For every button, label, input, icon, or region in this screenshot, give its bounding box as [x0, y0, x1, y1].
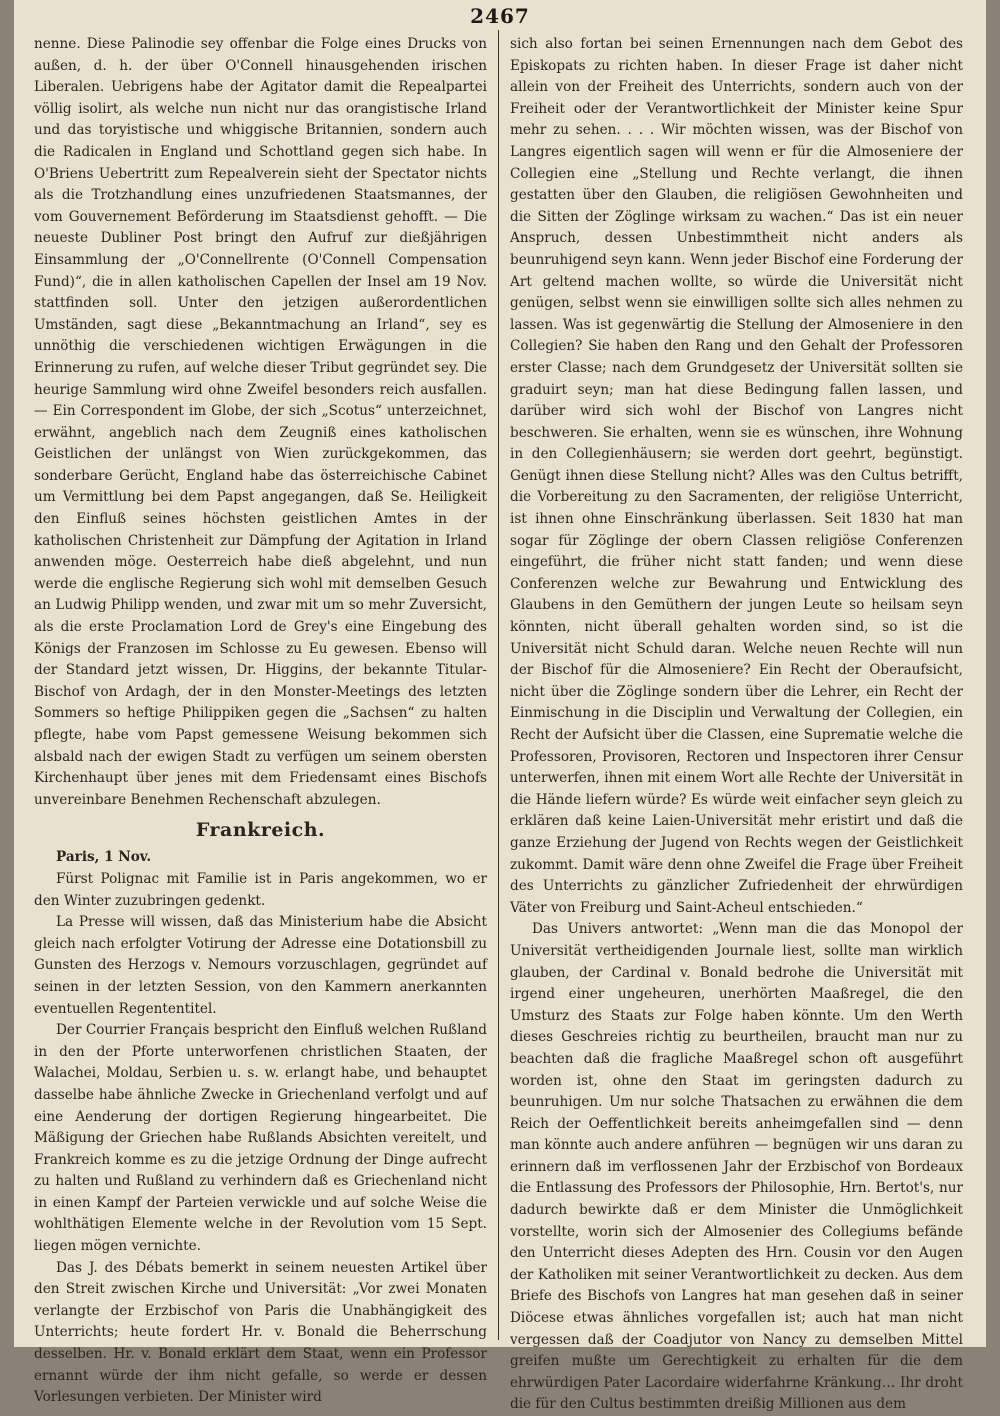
- column-divider: [498, 30, 499, 1340]
- article-paragraph: Der Courrier Français bespricht den Einfluß welchen Rußland in den der Pforte unterworfenen christlichen Staaten, der Walachei, Moldau, Serbien u. s. w. erlangt habe, und behauptet dasselbe habe ähnliche Zwecke in Griechenland verfolgt und auf eine Aenderung der dortigen Regierung hingearbeitet. Die Mäßigung der Griechen habe Rußlands Absichten vereitelt, und Frankreich komme es zu die jetzige Ordnung der Dinge aufrecht zu halten und Rußland zu verhindern daß es Griechenland nicht in einen Kampf der Parteien verwickle und auf solche Weise die wohlthätigen Elemente welche in der Revolution vom 15 Sept. liegen mögen vernichte.: [34, 1022, 487, 1255]
- article-paragraph: Das Univers antwortet: „Wenn man die das Monopol der Universität vertheidigenden Journale liest, sollte man wirklich glauben, der Cardinal v. Bonald bedrohe die Universität mit irgend einer ungeheuren, unerhörten Maaßregel, die den Umsturz des Staats zur Folge haben könnte. Um den Werth dieses Geschreies richtig zu beurtheilen, braucht man nur zu beachten daß die fragliche Maaßregel schon oft ausgeführt worden ist, ohne den Staat im geringsten dadurch zu beunruhigen. Um nur solche Thatsachen zu erwähnen die dem Reich der Oeffentlichkeit bereits anheimgefallen sind — denn man könnte auch andere anführen — begnügen wir uns daran zu erinnern daß im verflossenen Jahr der Erzbischof von Bordeaux die Entlassung des Professors der Philosophie, Hrn. Bertot's, nur dadurch bewirkte daß er dem Minister die Unmöglichkeit vorstellte, worin sich der Almosenier des Collegiums befände den Unterricht dieses Adepten des Hrn. Cousin vor den Augen der Katholiken mit seiner Verantwortlichkeit zu decken. Aus dem Briefe des Bischofs von Langres hat man gesehen daß in seiner Diöcese etwas ähnliches vorgefallen ist; auch hat man nicht vergessen daß der Coadjutor von Nancy zu demselben Mittel greifen mußte um Gerechtigkeit zu erhalten für die dem ehrwürdigen Pater Lacordaire widerfahrne Kränkung… Ihr droht die für den Cultus bestimmten dreißig Millionen aus dem: [510, 921, 963, 1413]
- section-heading: Frankreich.: [195, 819, 326, 842]
- article-paragraph: Das J. des Débats bemerkt in seinem neuesten Artikel über den Streit zwischen Kirche und Universität: „Vor zwei Monaten verlangte der Erzbischof von Paris die Unabhängigkeit des Unterrichts; heute fordert Hr. v. Bonald die Beherrschung desselben. Hr. v. Bonald erklärt dem Staat, wenn ein Professor ernannt würde der ihm nicht gefalle, so werde er dessen Vorlesungen verbieten. Der Minister wird: [34, 1259, 487, 1406]
- right-column: [510, 34, 963, 1413]
- article-paragraph: nenne. Diese Palinodie sey offenbar die Folge eines Drucks von außen, d. h. der über O'Connell hinausgehenden irischen Liberalen. Uebrigens habe der Agitator damit die Repealpartei völlig isolirt, als welche nun nicht nur das orangistische Irland und das toryistische und whiggische Britannien, sondern auch die Radicalen in England und Schottland gegen sich habe. In O'Briens Uebertritt zum Repealverein sieht der Spectator nichts als die Trotzhandlung eines unzufriedenen Staatsmannes, der vom Gouvernement Beförderung im Staatsdienst gehofft. — Die neueste Dubliner Post bringt den Aufruf zur dießjährigen Einsammlung der „O'Connellrente (O'Connell Compensation Fund)“, die in allen katholischen Capellen der Insel am 19 Nov. stattfinden soll. Unter den jetzigen außerordentlichen Umständen, sagt diese „Bekanntmachung an Irland“, sey es unnöthig die verschiedenen wichtigen Erwägungen in die Erinnerung zu rufen, auf welche dieser Tribut gegründet sey. Die heurige Sammlung wird ohne Zweifel besonders reich ausfallen. — Ein Correspondent im Globe, der sich „Scotus“ unterzeichnet, erwähnt, angeblich nach dem Zeugniß eines katholischen Geistlichen der unlängst von Wien zurückgekommen, das sonderbare Gerücht, England habe das österreichische Cabinet um Vermittlung bei dem Papst angegangen, daß Se. Heiligkeit den Einfluß seines höchsten geistlichen Amtes in der katholischen Christenheit zur Dämpfung der Agitation in Irland anwenden möge. Oesterreich habe dieß abgelehnt, und nun werde die englische Regierung sich wohl mit demselben Gesuch an Ludwig Philipp wenden, und zwar mit um so mehr Zuversicht, als die erste Proclamation Lord de Grey's eine Eingebung des Königs der Franzosen im Schlosse zu Eu gewesen. Ebenso will der Standard jetzt wissen, Dr. Higgins, der bekannte Titular-Bischof von Ardagh, der in den Monster-Meetings des letzten Sommers so heftige Philippiken gegen die „Sachsen“ zu halten pflegte, habe vom Papst gemessene Weisung bekommen sich alsbald nach der ewigen Stadt zu verfügen um seinem obersten Kirchenhaupt über jenes mit dem Friedensamt eines Bischofs unvereinbare Benehmen Rechenschaft abzulegen.: [34, 36, 487, 808]
- article-paragraph: sich also fortan bei seinen Ernennungen nach dem Gebot des Episkopats zu richten haben. In dieser Frage ist daher nicht allein von der Freiheit des Unterrichts, sondern auch von der Freiheit oder der Verantwortlichkeit der Minister keine Spur mehr zu sehen. . . . Wir möchten wissen, was der Bischof von Langres eigentlich sagen will wenn er für die Almoseniere der Collegien eine „Stellung und Rechte verlangt, die ihnen gestatten über den Glauben, die religiösen Gewohnheiten und die Sitten der Zöglinge wirksam zu wachen.“ Das ist ein neuer Anspruch, dessen Unbestimmtheit nicht anders als beunruhigend seyn kann. Wenn jeder Bischof eine Forderung der Art geltend machen wollte, so würde die Universität nicht genügen, selbst wenn sie einwilligen sollte sich alles nehmen zu lassen. Was ist gegenwärtig die Stellung der Almoseniere in den Collegien? Sie haben den Rang und den Gehalt der Professoren erster Classe; nach dem Grundgesetz der Universität sollten sie graduirt seyn; man hat diese Bedingung fallen lassen, und darüber wird sich wohl der Bischof von Langres nicht beschweren. Sie erhalten, wenn sie es wünschen, ihre Wohnung in den Collegienhäusern; sie werden dort geehrt, begünstigt. Genügt ihnen diese Stellung nicht? Alles was den Cultus betrifft, die Vorbereitung zu den Sacramenten, der religiöse Unterricht, ist ihnen ohne Einschränkung überlassen. Seit 1830 hat man sogar für Zöglinge der obern Classen religiöse Conferenzen eingeführt, die früher nicht statt fanden; und wenn diese Conferenzen welche zur Bewahrung und Entwicklung des Glaubens in den Gemüthern der jungen Leute so heilsam seyn könnten, nicht überall gehalten worden sind, so ist die Universität nicht Schuld daran. Welche neuen Rechte will nun der Bischof für die Almoseniere? Ein Recht der Oberaufsicht, nicht über die Zöglinge sondern über die Lehrer, ein Recht der Einmischung in die Disciplin und Verwaltung der Collegien, ein Recht der Aufsicht über die Classen, eine Suprematie welche die Professoren, Provisoren, Rectoren und Inspectoren ihrer Censur unterwerfen, ihnen mit einem Wort alle Rechte der Universität in die Hände liefern würde? Es würde weit einfacher seyn gleich zu erklären daß keine Laien-Universität mehr eristirt und daß die ganze Erziehung der Jugend von Rechts wegen der Geistlichkeit zukommt. Damit wäre denn ohne Zweifel die Frage über Freiheit des Unterrichts zu gänzlicher Zufriedenheit der ehrwürdigen Väter von Freiburg und Saint-Acheul entschieden.“: [510, 36, 963, 916]
- dateline: Paris, 1 Nov.: [56, 849, 152, 866]
- article-paragraph: La Presse will wissen, daß das Ministerium habe die Absicht gleich nach erfolgter Votirung der Adresse eine Dotationsbill zu Gunsten des Herzogs v. Nemours vorzuschlagen, gegründet auf seinen in der letzten Session, von den Kammern anerkannten eventuellen Regententitel.: [34, 914, 487, 1017]
- article-paragraph: Fürst Polignac mit Familie ist in Paris angekommen, wo er den Winter zuzubringen gedenkt.: [34, 870, 487, 909]
- page-number: 2467: [470, 4, 530, 28]
- newspaper-page: [14, 0, 986, 1413]
- left-column: [34, 34, 487, 1406]
